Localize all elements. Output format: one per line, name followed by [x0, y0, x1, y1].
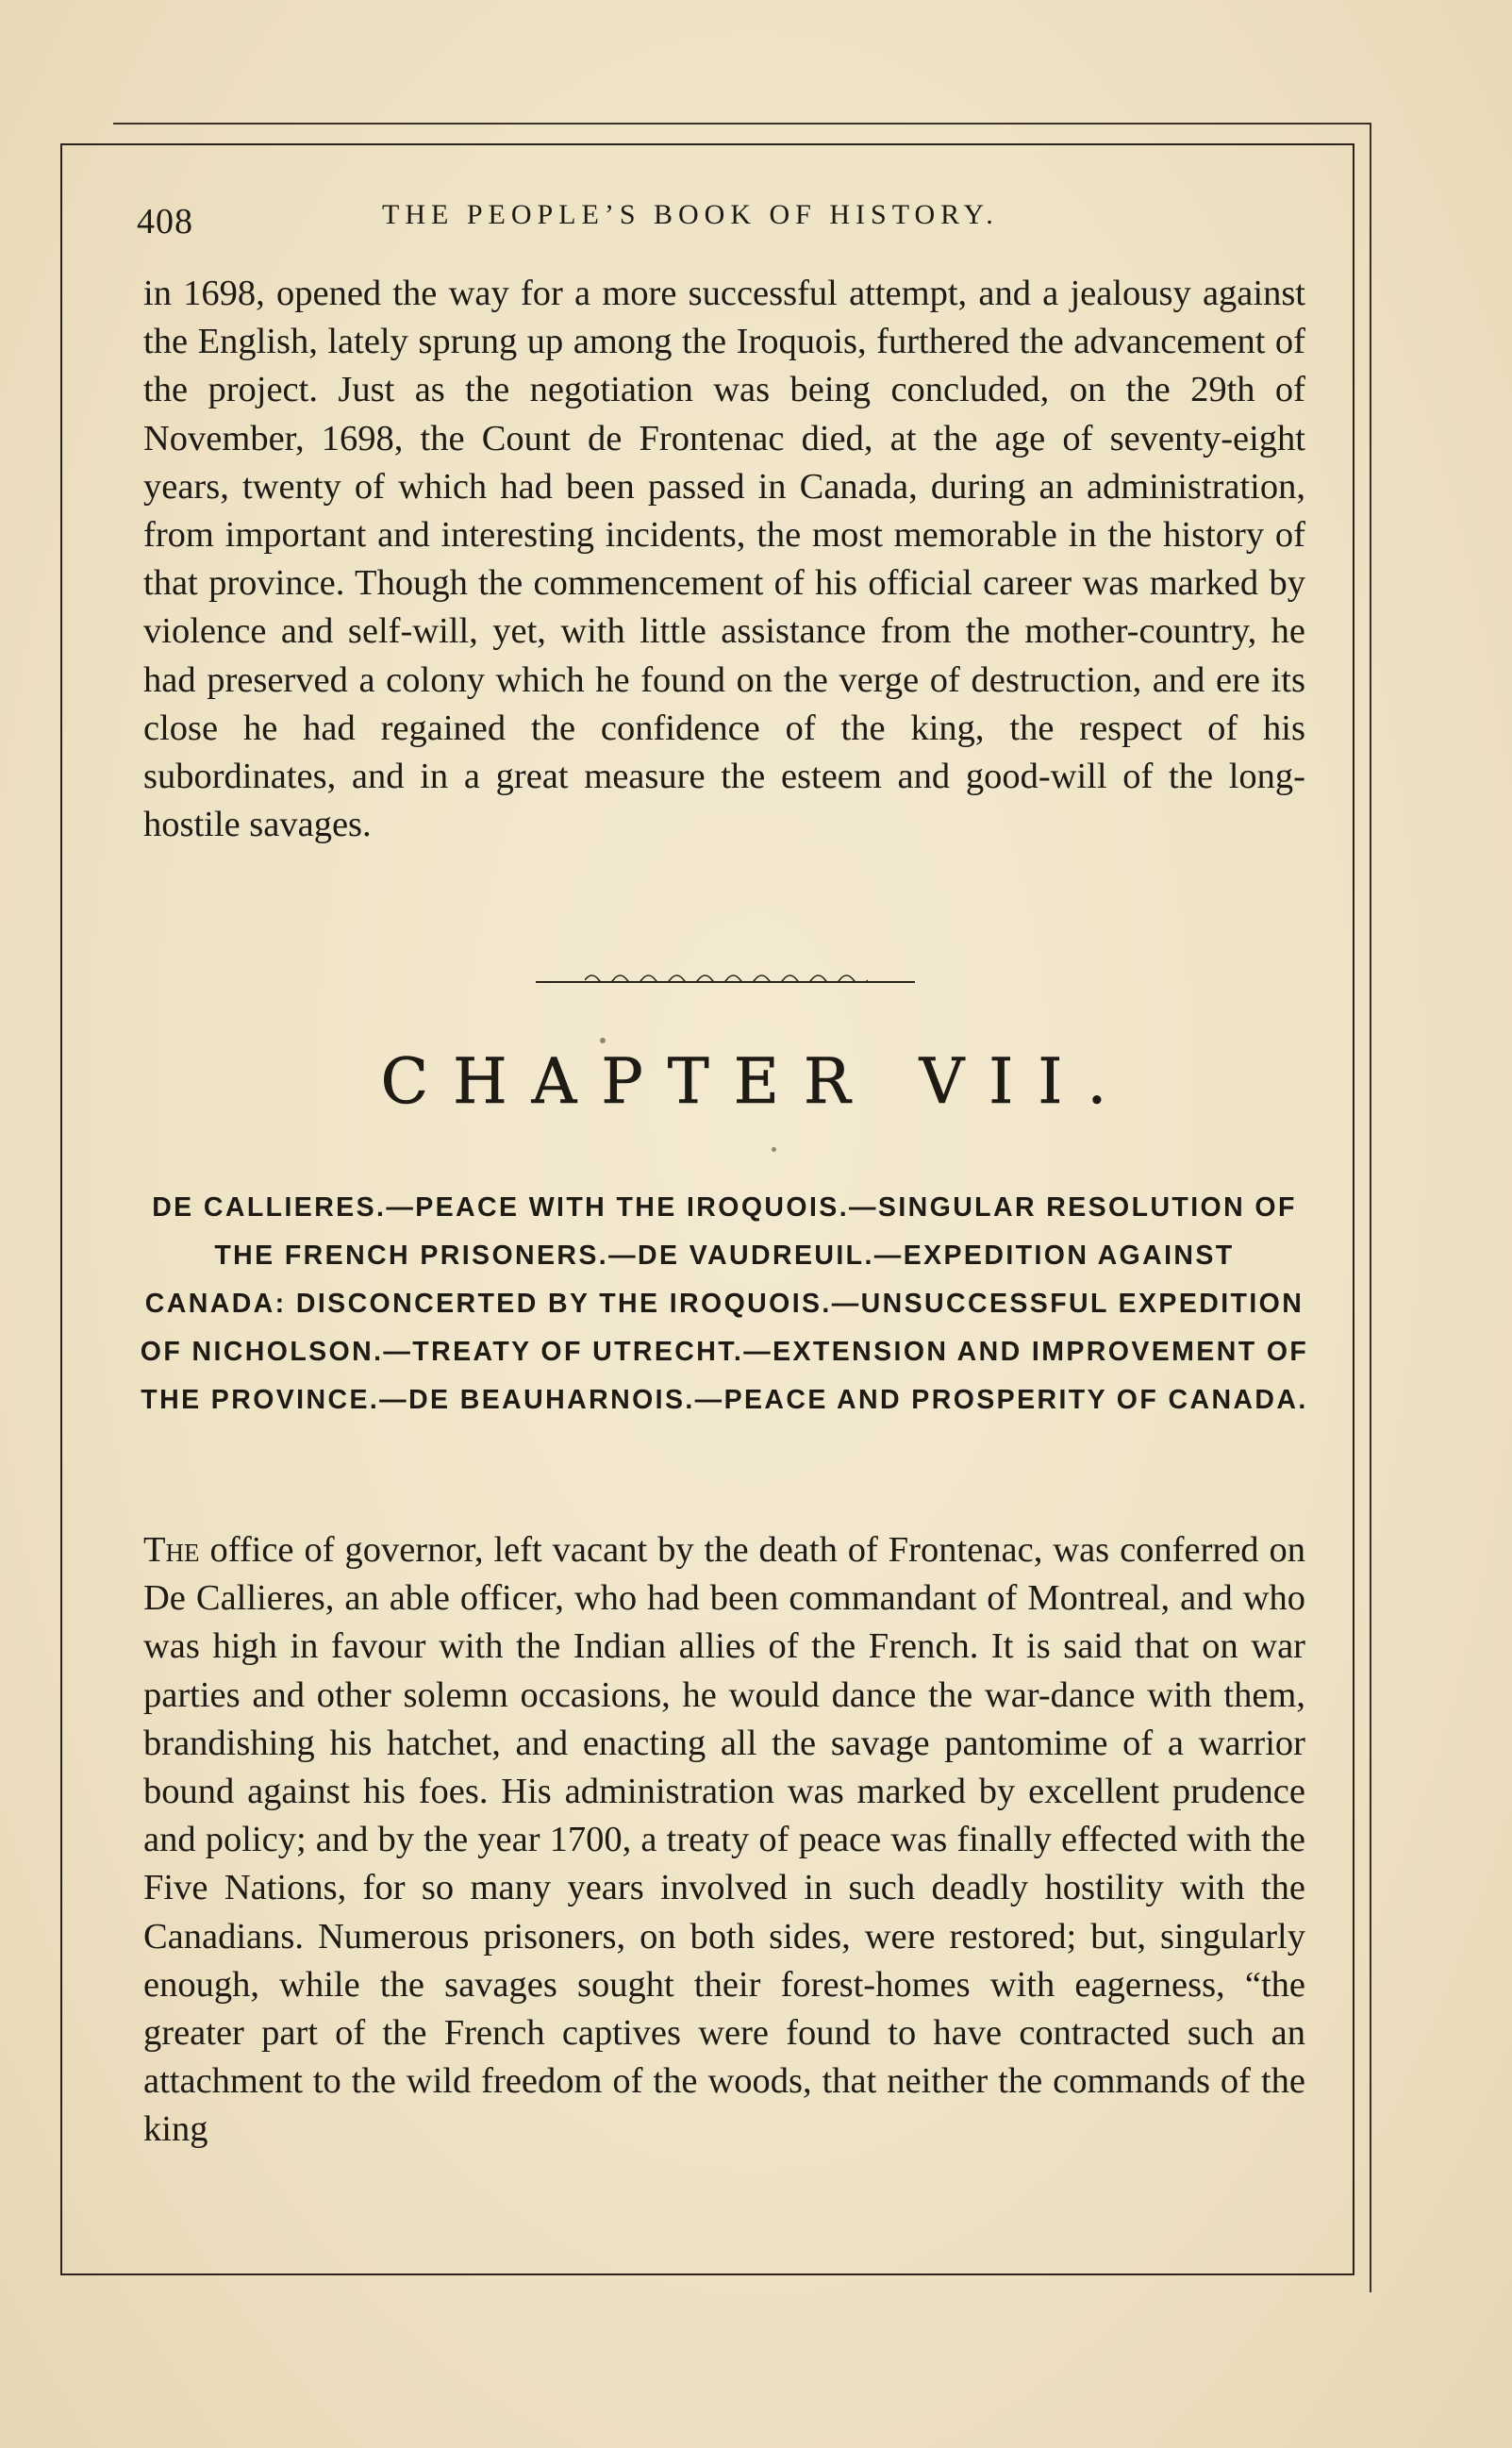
opening-paragraph [143, 1526, 1305, 2155]
page-number: 408 [137, 202, 193, 241]
ink-speck [772, 1147, 776, 1152]
opening-word: The [143, 1530, 200, 1570]
running-head [137, 193, 1325, 250]
ink-speck [600, 1038, 606, 1043]
running-title: THE PEOPLE’S BOOK OF HISTORY. [382, 199, 999, 230]
divider-ornament [585, 969, 868, 982]
frame-outer-top-line [113, 123, 1371, 125]
chapter-heading: CHAPTER VII. [380, 1045, 1132, 1118]
opening-paragraph-text: office of governor, left vacant by the death of Frontenac, was conferred on De Callieres, an able officer, who had been commandant of Montreal, and who was high in favour with the Indian allies of the French. It is said that on war parties and other solemn occasions, he would dance the war-dance with them, brandishing his hatchet, and enacting all the savage pantomime of a warrior bound against his foes. His administration was marked by excellent prudence and policy; and by the year 1700, a treaty of peace was finally effected with the Five Nations, for so many years involved in such deadly hostility with the Canadians. Numerous prisoners, on both sides, were restored; but, singularly enough, while the savages sought their forest-homes with eagerness, “the greater part of the French captives were found to have contracted such an attachment to the wild freedom of the woods, that neither the commands of the king [143, 1530, 1305, 2150]
continuation-paragraph: in 1698, opened the way for a more successful attempt, and a jealousy against the English, lately sprung up among the Iroquois, furthered the advancement of the project. Just as the negotiation was being concluded, on the 29th of November, 1698, the Count de Frontenac died, at the age of seventy-eight years, twenty of which had been passed in Canada, during an administration, from important and interesting incidents, the most memorable in the history of that province. Though the commencement of his official career was marked by violence and self-will, yet, with little assistance from the mother-country, he had preserved a colony which he found on the verge of destruction, and ere its close he had regained the confidence of the king, the respect of his subordinates, and in a great measure the esteem and good-will of the long-hostile savages. [143, 274, 1305, 845]
chapter-summary: DE CALLIERES.—PEACE WITH THE IROQUOIS.—SINGULAR RESOLUTION OF THE FRENCH PRISONERS.—DE VAUDREUIL.—EXPEDITION AGAINST CANADA: DISCONCERTED BY THE IROQUOIS.—UNSUCCESSFUL EXPEDITION OF NICHOLSON.—TREATY OF UTRECHT.—EXTENSION AND IMPROVEMENT OF THE PROVINCE.—DE BEAUHARNOIS.—PEACE AND PROSPERITY OF CANADA. [140, 1192, 1309, 1415]
frame-outer-right-line [1370, 123, 1371, 2292]
